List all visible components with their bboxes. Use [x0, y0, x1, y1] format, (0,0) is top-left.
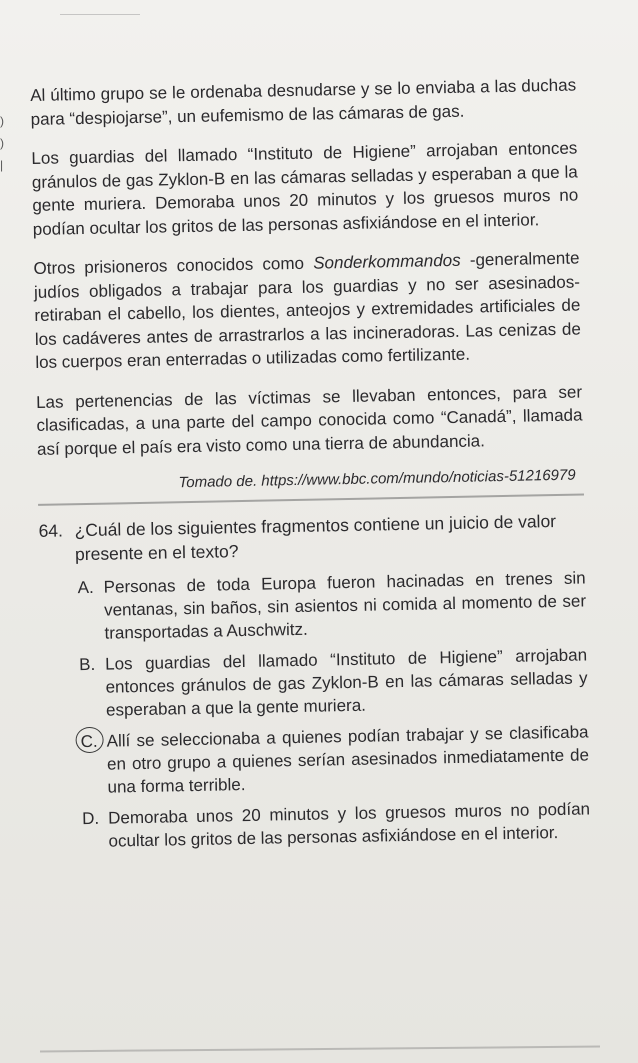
option-letter-circled: [80, 730, 107, 799]
margin-tick: |: [0, 158, 4, 172]
passage-paragraph-4: Las pertenencias de las víctimas se llevaban entonces, para ser clasificadas, a una parte del campo conocida como “Canadá”, llamada así porque el país era visto como una tierra de abundancia.: [35, 381, 583, 459]
option-letter: B.: [78, 654, 96, 675]
option-text: Demoraba unos 20 minutos y los gruesos muros no podían ocultar los gritos de las personas asfixiándose en el interior.: [107, 799, 591, 851]
option-b[interactable]: [79, 643, 588, 722]
answer-options: [77, 566, 590, 853]
question-text: ¿Cuál de los siguientes fragmentos contiene un juicio de valor presente en el texto?: [74, 510, 557, 564]
document-content: [30, 74, 591, 862]
option-letter: A.: [77, 577, 94, 598]
top-divider: [60, 14, 140, 15]
question-64: [38, 509, 585, 566]
option-a[interactable]: [77, 566, 586, 645]
option-letter: D.: [81, 808, 100, 829]
option-text: Los guardias del llamado “Instituto de Higiene” arrojaban entonces gránulos de gas Zyklon-B en las cámaras selladas y esperaban a que la gente muriera.: [104, 645, 588, 720]
option-c[interactable]: [80, 720, 589, 799]
margin-marks: [0, 110, 10, 176]
passage-paragraph-3: [33, 246, 581, 374]
section-divider: [38, 493, 584, 505]
option-text: Personas de toda Europa fueron hacinadas en trenes sin ventanas, sin baños, sin asientos ni comida al momento de ser transportadas a Auschwitz.: [103, 568, 587, 643]
bottom-divider: [40, 1046, 600, 1053]
passage-paragraph-3-start: Otros prisioneros conocidos como: [33, 253, 314, 278]
source-citation: Tomado de. https://www.bbc.com/mundo/noticias-51216979: [178, 466, 576, 492]
passage-paragraph-1: Al último grupo se le ordenaba desnudarse y se lo enviaba a las duchas para “despiojarse”, un eufemismo de las cámaras de gas.: [30, 75, 577, 129]
handwritten-circle-mark: [75, 727, 103, 754]
sonderkommandos-term: Sonderkommandos: [313, 250, 461, 273]
passage-paragraph-2: Los guardias del llamado “Instituto de Higiene” arrojaban entonces gránulos de gas Zyklon-B en las cámaras selladas y esperaban a que la gente muriera. Demoraba unos 20 minutos y los gruesos muros no podían ocultar los gritos de las personas asfixiándose en el interior.: [31, 138, 579, 239]
option-text: Allí se seleccionaba a quienes podían trabajar y se clasificaba en otro grupo a quienes serían asesinados inmediatamente de una forma terrible.: [106, 722, 590, 797]
option-d[interactable]: [82, 797, 591, 853]
option-letter-value: C.: [80, 731, 98, 752]
passage-paragraph-3-end: -generalmente judíos obligados a trabajar para los guardias y no ser asesinados- retiraban el cabello, los dientes, anteojos y extremidades artificiales de los cadáveres antes de arrastrarlos a las incineradoras. Las cenizas de los cuerpos eran enterradas o utilizadas como fertilizante.: [33, 248, 581, 372]
question-number: 64.: [38, 520, 64, 541]
margin-tick: ): [0, 136, 4, 150]
margin-tick: ): [0, 114, 4, 128]
